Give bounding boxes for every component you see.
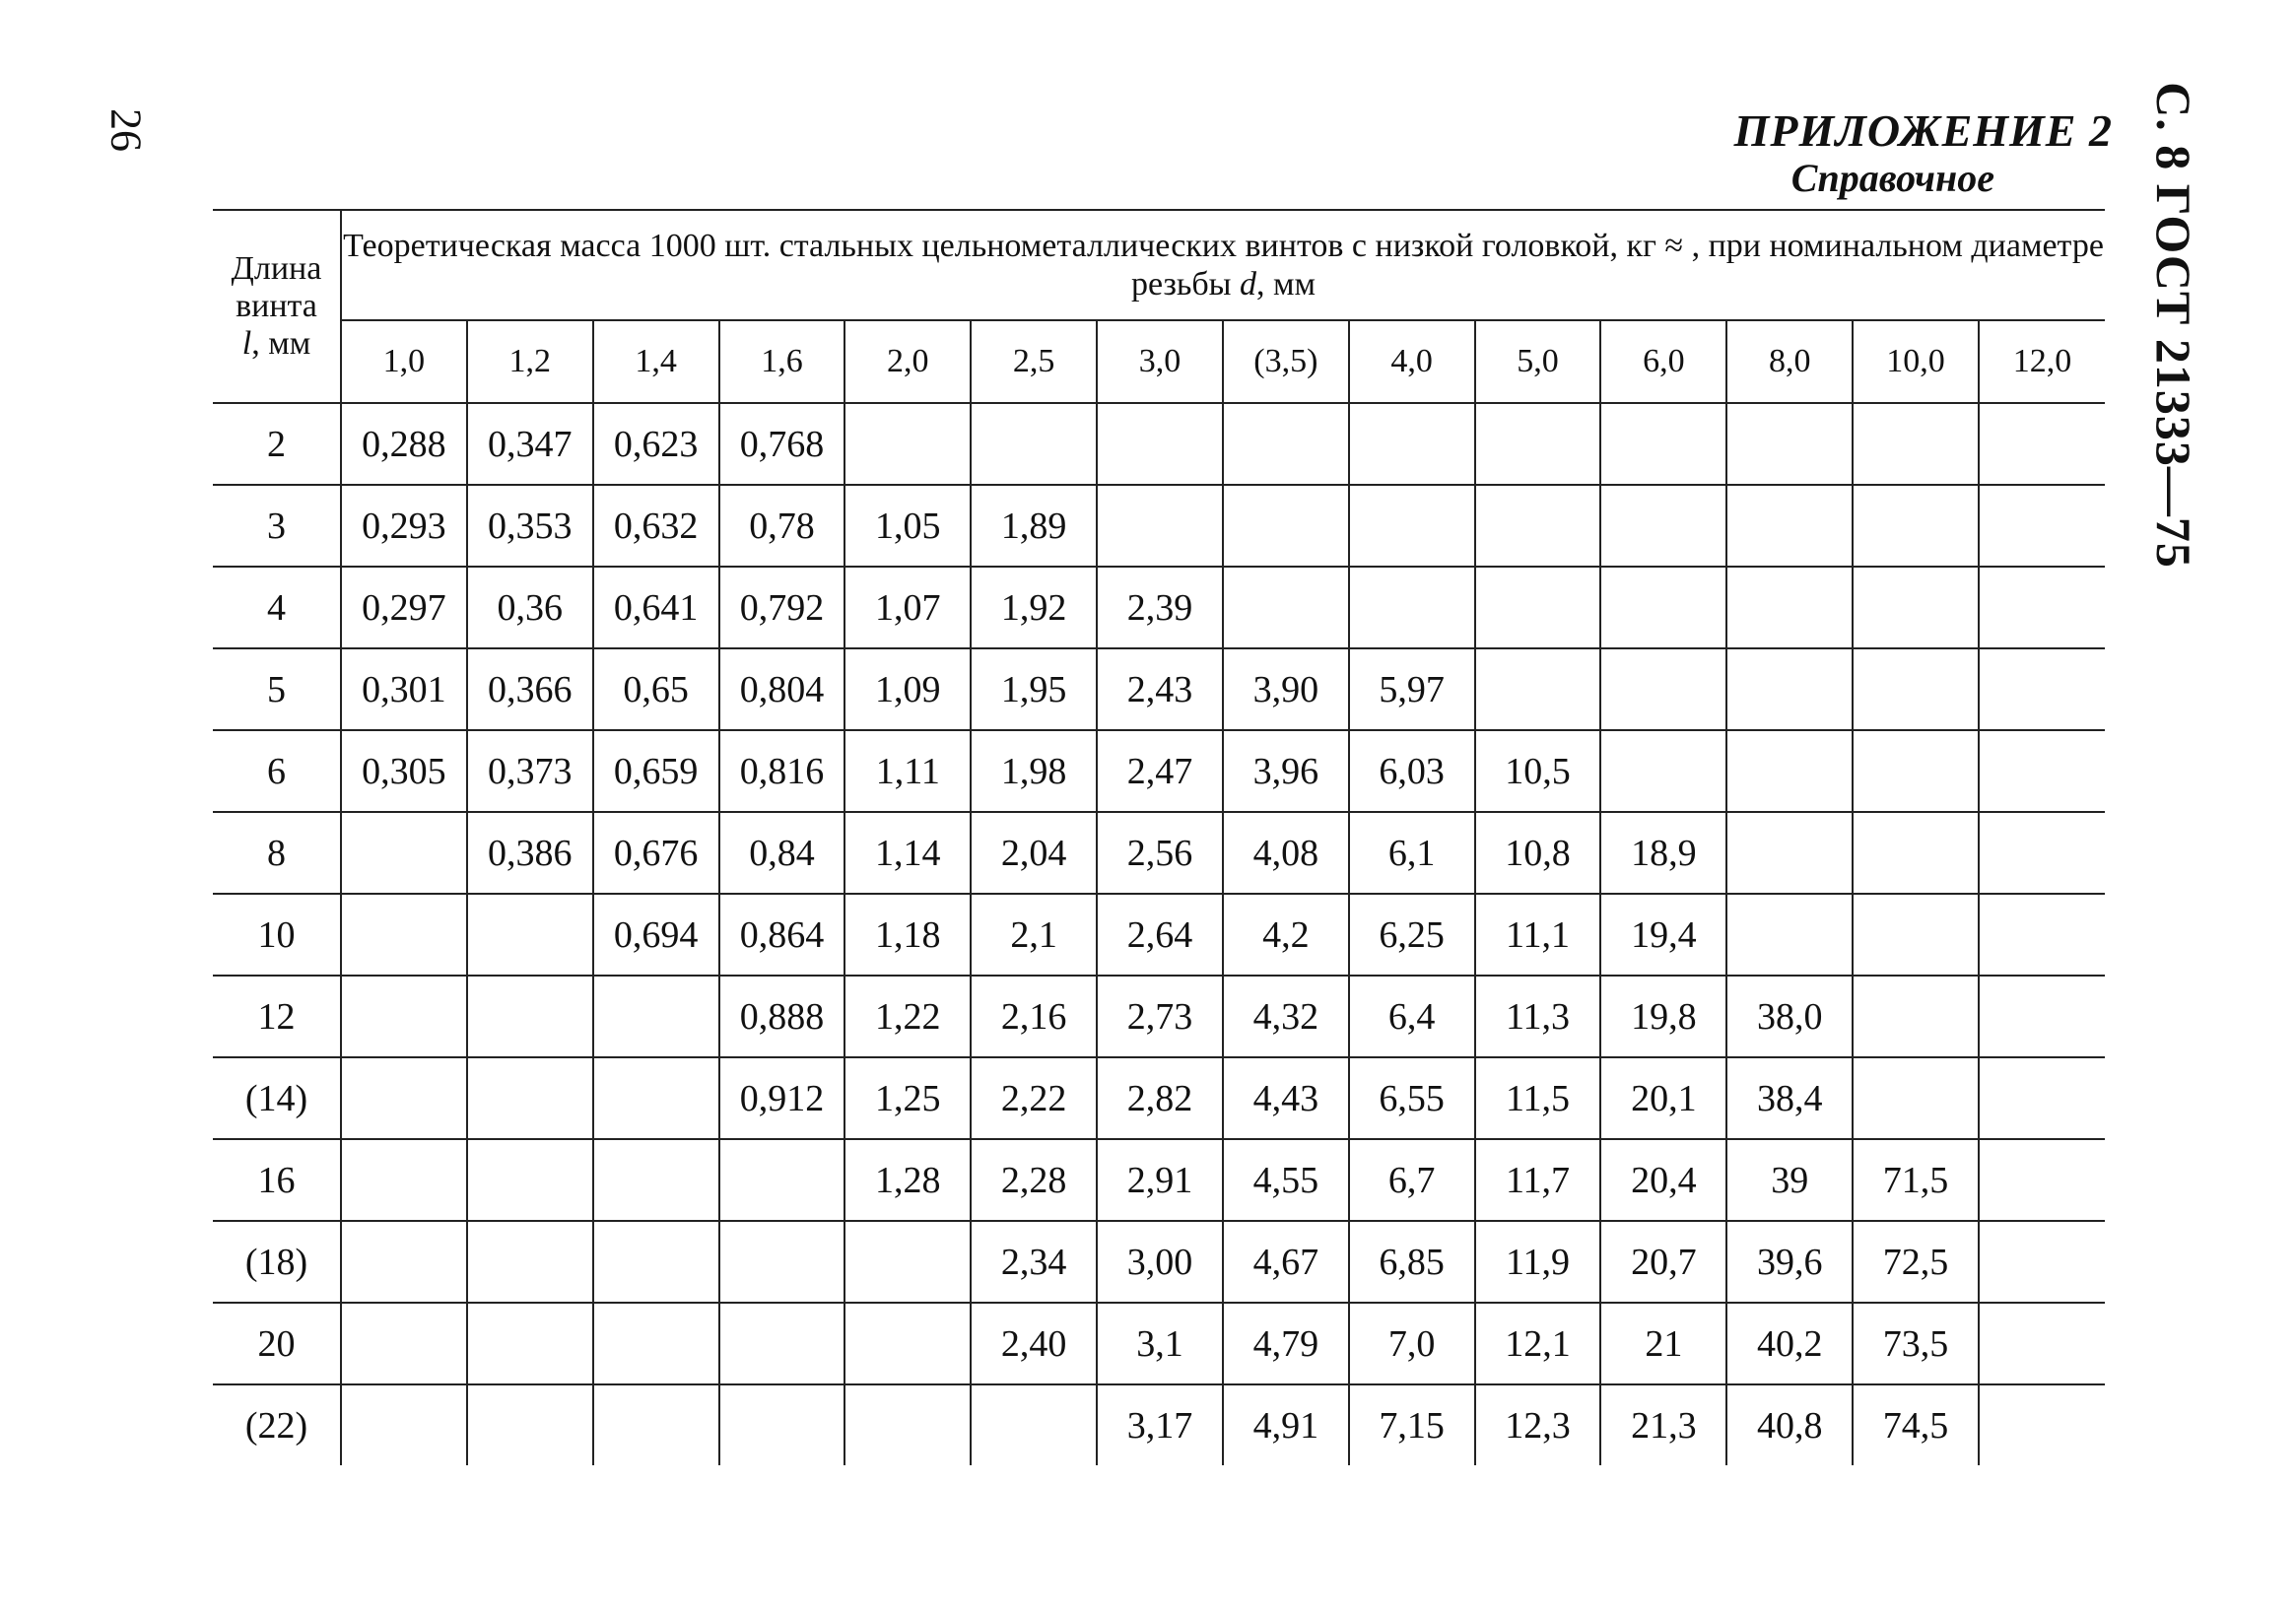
mass-cell xyxy=(1475,485,1601,567)
mass-cell: 0,347 xyxy=(467,403,593,485)
mass-cell: 38,4 xyxy=(1726,1057,1853,1139)
appendix-heading xyxy=(1734,106,2113,200)
mass-cell: 72,5 xyxy=(1853,1221,1979,1303)
mass-cell: 0,366 xyxy=(467,648,593,730)
mass-cell: 2,39 xyxy=(1097,567,1223,648)
mass-cell xyxy=(467,1057,593,1139)
diameter-header-cell: 2,0 xyxy=(844,320,971,403)
mass-cell xyxy=(1853,567,1979,648)
mass-cell: 73,5 xyxy=(1853,1303,1979,1384)
length-cell: 6 xyxy=(213,730,341,812)
mass-cell: 2,91 xyxy=(1097,1139,1223,1221)
mass-cell xyxy=(1600,730,1726,812)
mass-cell: 1,25 xyxy=(844,1057,971,1139)
mass-cell xyxy=(971,403,1097,485)
mass-cell: 1,89 xyxy=(971,485,1097,567)
mass-cell xyxy=(1853,1057,1979,1139)
mass-cell: 39 xyxy=(1726,1139,1853,1221)
mass-cell xyxy=(341,1221,467,1303)
mass-cell: 6,25 xyxy=(1349,894,1475,976)
mass-cell xyxy=(593,1303,719,1384)
diameter-header-row xyxy=(213,320,2105,403)
mass-cell: 10,5 xyxy=(1475,730,1601,812)
mass-cell xyxy=(844,1384,971,1465)
mass-cell xyxy=(1979,976,2105,1057)
mass-cell: 3,17 xyxy=(1097,1384,1223,1465)
diameter-header-cell: (3,5) xyxy=(1223,320,1349,403)
mass-cell: 21,3 xyxy=(1600,1384,1726,1465)
mass-cell xyxy=(1600,485,1726,567)
length-cell: (22) xyxy=(213,1384,341,1465)
mass-cell: 4,91 xyxy=(1223,1384,1349,1465)
mass-cell xyxy=(1979,1221,2105,1303)
mass-cell xyxy=(1853,403,1979,485)
mass-cell: 3,1 xyxy=(1097,1303,1223,1384)
mass-cell xyxy=(1600,648,1726,730)
mass-cell: 6,7 xyxy=(1349,1139,1475,1221)
mass-cell: 12,3 xyxy=(1475,1384,1601,1465)
mass-cell: 39,6 xyxy=(1726,1221,1853,1303)
mass-cell xyxy=(1349,403,1475,485)
mass-cell xyxy=(1475,403,1601,485)
mass-cell xyxy=(1475,567,1601,648)
mass-cell: 2,16 xyxy=(971,976,1097,1057)
mass-cell xyxy=(1097,403,1223,485)
mass-cell xyxy=(1979,894,2105,976)
mass-cell: 0,632 xyxy=(593,485,719,567)
mass-cell: 4,43 xyxy=(1223,1057,1349,1139)
mass-cell xyxy=(341,1303,467,1384)
mass-cell xyxy=(1223,403,1349,485)
appendix-subtitle: Справочное xyxy=(1790,155,1994,200)
mass-cell: 2,82 xyxy=(1097,1057,1223,1139)
mass-cell xyxy=(1600,403,1726,485)
mass-cell xyxy=(1726,485,1853,567)
mass-cell xyxy=(1726,648,1853,730)
mass-cell: 38,0 xyxy=(1726,976,1853,1057)
mass-cell: 2,28 xyxy=(971,1139,1097,1221)
mass-cell: 3,90 xyxy=(1223,648,1349,730)
mass-cell xyxy=(1223,485,1349,567)
mass-cell: 2,56 xyxy=(1097,812,1223,894)
mass-cell xyxy=(719,1303,845,1384)
table-row xyxy=(213,485,2105,567)
mass-cell xyxy=(1853,894,1979,976)
mass-cell: 0,888 xyxy=(719,976,845,1057)
mass-cell: 20,1 xyxy=(1600,1057,1726,1139)
mass-cell: 1,98 xyxy=(971,730,1097,812)
mass-cell: 0,804 xyxy=(719,648,845,730)
mass-cell: 1,09 xyxy=(844,648,971,730)
mass-cell xyxy=(341,1057,467,1139)
mass-cell xyxy=(1726,403,1853,485)
diameter-header-cell: 6,0 xyxy=(1600,320,1726,403)
length-cell: 2 xyxy=(213,403,341,485)
mass-cell: 20,4 xyxy=(1600,1139,1726,1221)
mass-cell xyxy=(1600,567,1726,648)
mass-cell: 4,79 xyxy=(1223,1303,1349,1384)
screw-mass-table xyxy=(213,209,2105,1465)
mass-cell xyxy=(1853,812,1979,894)
mass-cell xyxy=(341,812,467,894)
mass-cell xyxy=(1979,812,2105,894)
table-row xyxy=(213,648,2105,730)
mass-cell xyxy=(1853,648,1979,730)
mass-cell: 0,373 xyxy=(467,730,593,812)
mass-cell: 2,47 xyxy=(1097,730,1223,812)
mass-cell: 12,1 xyxy=(1475,1303,1601,1384)
mass-cell: 0,768 xyxy=(719,403,845,485)
mass-cell xyxy=(467,976,593,1057)
mass-cell xyxy=(844,1221,971,1303)
mass-cell: 0,659 xyxy=(593,730,719,812)
page-number: 26 xyxy=(101,108,151,152)
mass-cell xyxy=(593,1384,719,1465)
group-header-text1: Теоретическая масса 1000 шт. стальных цельнометаллических винтов с низкой головкой, кг ≈ , при номинальном диаметре резьбы xyxy=(343,227,2104,303)
mass-cell: 40,8 xyxy=(1726,1384,1853,1465)
mass-cell xyxy=(1475,648,1601,730)
table-row xyxy=(213,567,2105,648)
mass-cell xyxy=(1979,1057,2105,1139)
table-row xyxy=(213,1057,2105,1139)
mass-cell xyxy=(1097,485,1223,567)
mass-cell: 0,293 xyxy=(341,485,467,567)
mass-cell xyxy=(593,976,719,1057)
stub-header-line1: Длина xyxy=(231,249,322,287)
mass-cell: 11,3 xyxy=(1475,976,1601,1057)
mass-cell: 7,0 xyxy=(1349,1303,1475,1384)
mass-cell: 0,84 xyxy=(719,812,845,894)
mass-cell xyxy=(341,1139,467,1221)
length-cell: (18) xyxy=(213,1221,341,1303)
mass-cell: 2,1 xyxy=(971,894,1097,976)
length-cell: 3 xyxy=(213,485,341,567)
mass-cell xyxy=(1979,403,2105,485)
mass-cell xyxy=(1223,567,1349,648)
document-side-header: С. 8 ГОСТ 21333—75 xyxy=(2146,82,2201,569)
table-row xyxy=(213,1139,2105,1221)
mass-cell xyxy=(1853,976,1979,1057)
group-header-var: d xyxy=(1240,266,1257,303)
length-cell: 4 xyxy=(213,567,341,648)
mass-cell xyxy=(467,894,593,976)
mass-cell: 0,864 xyxy=(719,894,845,976)
mass-cell: 11,5 xyxy=(1475,1057,1601,1139)
mass-cell: 0,301 xyxy=(341,648,467,730)
mass-cell: 21 xyxy=(1600,1303,1726,1384)
mass-cell: 7,15 xyxy=(1349,1384,1475,1465)
mass-cell: 6,03 xyxy=(1349,730,1475,812)
stub-header-var: l xyxy=(241,325,252,363)
mass-cell: 1,11 xyxy=(844,730,971,812)
mass-cell: 2,40 xyxy=(971,1303,1097,1384)
mass-cell: 2,04 xyxy=(971,812,1097,894)
mass-cell: 1,18 xyxy=(844,894,971,976)
length-cell: 10 xyxy=(213,894,341,976)
mass-cell: 3,00 xyxy=(1097,1221,1223,1303)
mass-cell: 6,1 xyxy=(1349,812,1475,894)
mass-cell: 4,67 xyxy=(1223,1221,1349,1303)
table-row xyxy=(213,1303,2105,1384)
mass-cell: 5,97 xyxy=(1349,648,1475,730)
mass-cell xyxy=(1853,730,1979,812)
mass-cell: 0,78 xyxy=(719,485,845,567)
stub-header-length xyxy=(213,210,341,403)
mass-cell: 2,34 xyxy=(971,1221,1097,1303)
mass-cell xyxy=(844,403,971,485)
mass-cell xyxy=(1979,567,2105,648)
mass-cell xyxy=(1979,648,2105,730)
mass-cell xyxy=(1979,1303,2105,1384)
mass-cell: 1,14 xyxy=(844,812,971,894)
mass-cell: 1,95 xyxy=(971,648,1097,730)
length-cell: 12 xyxy=(213,976,341,1057)
mass-cell: 11,7 xyxy=(1475,1139,1601,1221)
mass-cell xyxy=(593,1057,719,1139)
mass-cell xyxy=(1726,567,1853,648)
diameter-header-cell: 12,0 xyxy=(1979,320,2105,403)
stub-header-unit: , мм xyxy=(251,325,311,363)
diameter-header-cell: 10,0 xyxy=(1853,320,1979,403)
diameter-header-cell: 3,0 xyxy=(1097,320,1223,403)
table-row xyxy=(213,976,2105,1057)
mass-cell xyxy=(341,1384,467,1465)
mass-cell: 71,5 xyxy=(1853,1139,1979,1221)
length-cell: 8 xyxy=(213,812,341,894)
mass-cell: 0,641 xyxy=(593,567,719,648)
mass-cell xyxy=(1979,1384,2105,1465)
mass-cell: 40,2 xyxy=(1726,1303,1853,1384)
mass-cell: 1,22 xyxy=(844,976,971,1057)
mass-cell: 74,5 xyxy=(1853,1384,1979,1465)
mass-cell: 0,288 xyxy=(341,403,467,485)
length-cell: 5 xyxy=(213,648,341,730)
mass-cell: 2,22 xyxy=(971,1057,1097,1139)
mass-cell xyxy=(467,1221,593,1303)
appendix-title: ПРИЛОЖЕНИЕ 2 xyxy=(1733,105,2113,156)
mass-cell xyxy=(719,1384,845,1465)
diameter-header-cell: 1,6 xyxy=(719,320,845,403)
mass-cell: 0,297 xyxy=(341,567,467,648)
mass-cell: 0,305 xyxy=(341,730,467,812)
length-cell: 20 xyxy=(213,1303,341,1384)
mass-cell xyxy=(719,1139,845,1221)
mass-cell: 18,9 xyxy=(1600,812,1726,894)
mass-cell: 0,353 xyxy=(467,485,593,567)
table-row xyxy=(213,812,2105,894)
mass-cell xyxy=(1726,730,1853,812)
mass-cell: 0,623 xyxy=(593,403,719,485)
mass-cell xyxy=(341,976,467,1057)
mass-cell xyxy=(593,1139,719,1221)
mass-cell: 0,694 xyxy=(593,894,719,976)
mass-cell xyxy=(719,1221,845,1303)
length-cell: 16 xyxy=(213,1139,341,1221)
mass-cell: 1,05 xyxy=(844,485,971,567)
mass-cell xyxy=(341,894,467,976)
mass-cell xyxy=(1979,730,2105,812)
diameter-header-cell: 5,0 xyxy=(1475,320,1601,403)
diameter-header-cell: 8,0 xyxy=(1726,320,1853,403)
mass-cell: 4,2 xyxy=(1223,894,1349,976)
table-row xyxy=(213,1384,2105,1465)
diameter-header-cell: 1,2 xyxy=(467,320,593,403)
mass-cell xyxy=(467,1139,593,1221)
mass-cell: 0,65 xyxy=(593,648,719,730)
mass-cell: 1,28 xyxy=(844,1139,971,1221)
mass-cell: 2,73 xyxy=(1097,976,1223,1057)
mass-cell xyxy=(467,1303,593,1384)
length-cell: (14) xyxy=(213,1057,341,1139)
group-header-mass xyxy=(341,210,2105,320)
table-row xyxy=(213,403,2105,485)
mass-cell xyxy=(1853,485,1979,567)
mass-cell: 10,8 xyxy=(1475,812,1601,894)
mass-cell: 0,676 xyxy=(593,812,719,894)
mass-cell: 0,792 xyxy=(719,567,845,648)
group-header-text2: , мм xyxy=(1256,266,1317,303)
table-row xyxy=(213,894,2105,976)
mass-cell: 2,64 xyxy=(1097,894,1223,976)
mass-cell: 19,8 xyxy=(1600,976,1726,1057)
diameter-header-cell: 1,0 xyxy=(341,320,467,403)
diameter-header-cell: 1,4 xyxy=(593,320,719,403)
mass-cell: 6,55 xyxy=(1349,1057,1475,1139)
diameter-header-cell: 4,0 xyxy=(1349,320,1475,403)
mass-cell: 4,32 xyxy=(1223,976,1349,1057)
mass-cell: 1,92 xyxy=(971,567,1097,648)
mass-cell xyxy=(1349,567,1475,648)
mass-cell: 4,08 xyxy=(1223,812,1349,894)
mass-cell: 0,36 xyxy=(467,567,593,648)
diameter-header-cell: 2,5 xyxy=(971,320,1097,403)
mass-cell xyxy=(1349,485,1475,567)
mass-cell: 0,912 xyxy=(719,1057,845,1139)
mass-cell xyxy=(1979,485,2105,567)
mass-cell: 2,43 xyxy=(1097,648,1223,730)
mass-cell: 20,7 xyxy=(1600,1221,1726,1303)
mass-cell xyxy=(844,1303,971,1384)
mass-cell xyxy=(971,1384,1097,1465)
mass-cell: 6,4 xyxy=(1349,976,1475,1057)
mass-cell: 11,9 xyxy=(1475,1221,1601,1303)
table-row xyxy=(213,1221,2105,1303)
mass-cell xyxy=(1726,812,1853,894)
mass-cell: 4,55 xyxy=(1223,1139,1349,1221)
table-row xyxy=(213,730,2105,812)
mass-cell: 0,386 xyxy=(467,812,593,894)
mass-cell: 0,816 xyxy=(719,730,845,812)
mass-cell: 1,07 xyxy=(844,567,971,648)
table-body xyxy=(213,403,2105,1465)
mass-cell xyxy=(467,1384,593,1465)
mass-cell xyxy=(1979,1139,2105,1221)
mass-cell xyxy=(593,1221,719,1303)
mass-cell: 3,96 xyxy=(1223,730,1349,812)
mass-cell: 11,1 xyxy=(1475,894,1601,976)
mass-cell xyxy=(1726,894,1853,976)
mass-cell: 6,85 xyxy=(1349,1221,1475,1303)
mass-cell: 19,4 xyxy=(1600,894,1726,976)
stub-header-line2: винта xyxy=(236,287,317,324)
